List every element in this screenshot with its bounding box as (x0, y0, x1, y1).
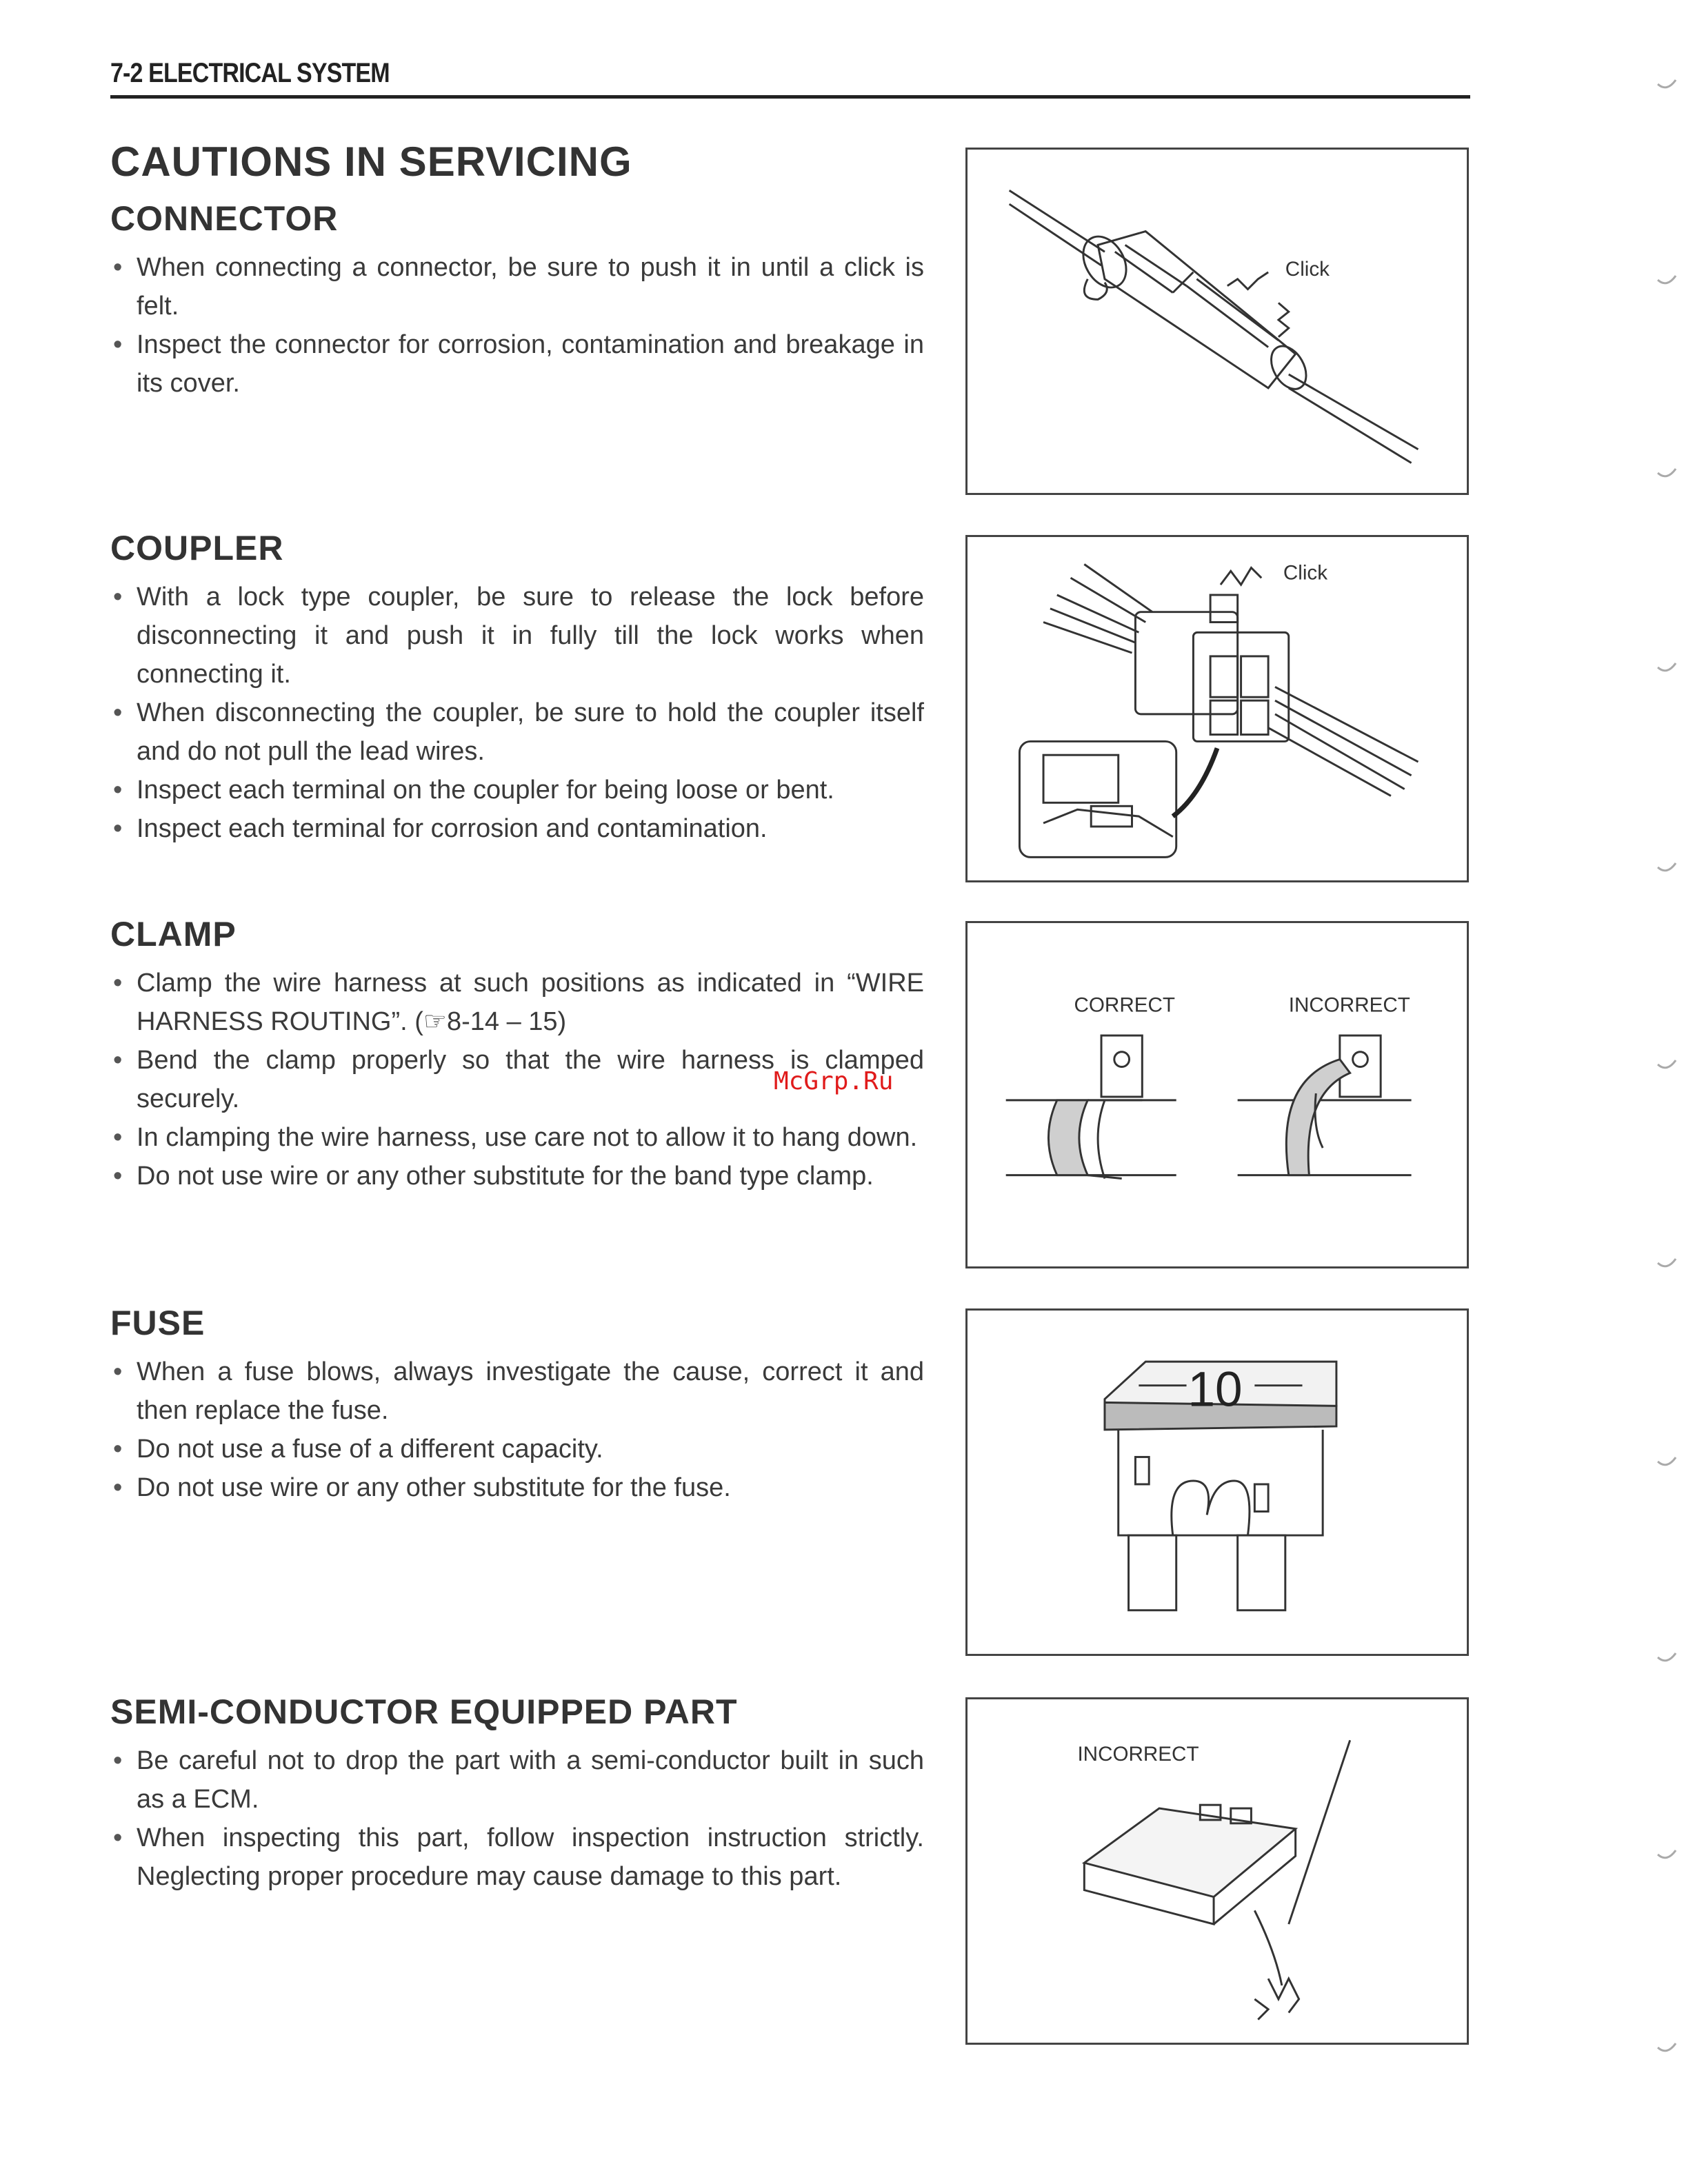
edge-mark (1656, 77, 1677, 91)
bullet-item: • Clamp the wire harness at such positions as indicated in “WIRE HARNESS ROUTING”. (☞8-14 – 15) (110, 964, 924, 1041)
bullet-item: • Inspect each terminal for corrosion and contamination. (110, 809, 924, 848)
incorrect-label: INCORRECT (1077, 1742, 1199, 1766)
clamp-illustration (968, 923, 1467, 1266)
bullet-item: • With a lock type coupler, be sure to release the lock before disconnecting it and push it in fully till the lock works when connecting it. (110, 578, 924, 694)
bullet-list (110, 248, 924, 403)
edge-mark (1656, 1848, 1677, 1861)
bullet-item: • When inspecting this part, follow inspection instruction strictly. Neglecting proper procedure may cause damage to this part. (110, 1819, 924, 1896)
edge-mark (1656, 1256, 1677, 1270)
bullet-item: • Do not use a fuse of a different capacity. (110, 1430, 924, 1468)
section-fuse (110, 1303, 924, 1507)
page-title: CAUTIONS IN SERVICING (110, 139, 632, 185)
edge-mark (1656, 1650, 1677, 1664)
edge-mark (1656, 466, 1677, 480)
bullet-list (110, 1353, 924, 1507)
section-clamp (110, 914, 924, 1195)
section-connector (110, 199, 924, 403)
page-header-label: 7-2 ELECTRICAL SYSTEM (110, 58, 390, 88)
bullet-item: • When connecting a connector, be sure to push it in until a click is felt. (110, 248, 924, 325)
click-label: Click (1285, 257, 1330, 281)
semiconductor-figure (965, 1697, 1469, 2045)
header-rule (110, 95, 1470, 99)
edge-mark (1656, 1455, 1677, 1468)
edge-mark (1656, 860, 1677, 874)
coupler-figure (965, 535, 1469, 882)
bullet-item: • When disconnecting the coupler, be sure to hold the coupler itself and do not pull the lead wires. (110, 694, 924, 771)
fuse-rating: 10 (1187, 1362, 1243, 1417)
clamp-figure (965, 921, 1469, 1268)
bullet-item: • Do not use wire or any other substitute for the fuse. (110, 1468, 924, 1507)
bullet-list (110, 578, 924, 848)
bullet-list (110, 1741, 924, 1896)
bullet-item: • Bend the clamp properly so that the wire harness is clamped securely. (110, 1041, 924, 1118)
edge-mark (1656, 273, 1677, 287)
edge-mark (1656, 1058, 1677, 1071)
section-heading: FUSE (110, 1304, 206, 1342)
bullet-item: • Be careful not to drop the part with a semi-conductor built in such as a ECM. (110, 1741, 924, 1819)
section-semiconductor (110, 1692, 924, 1896)
edge-mark (1656, 660, 1677, 674)
section-heading: COUPLER (110, 529, 284, 567)
incorrect-label: INCORRECT (1288, 993, 1410, 1017)
connector-illustration (968, 150, 1467, 493)
section-heading: SEMI-CONDUCTOR EQUIPPED PART (110, 1692, 738, 1731)
correct-clamp (1006, 1035, 1176, 1178)
correct-label: CORRECT (1074, 993, 1175, 1017)
edge-mark (1656, 2041, 1677, 2054)
bullet-item: • When a fuse blows, always investigate the cause, correct it and then replace the fuse. (110, 1353, 924, 1430)
bullet-item: • Inspect each terminal on the coupler for being loose or bent. (110, 771, 924, 809)
fuse-illustration (968, 1311, 1467, 1654)
fuse-figure (965, 1308, 1469, 1656)
section-heading: CLAMP (110, 915, 237, 953)
coupler-illustration (968, 537, 1467, 880)
section-heading: CONNECTOR (110, 199, 339, 238)
bullet-item: • Do not use wire or any other substitute for the band type clamp. (110, 1157, 924, 1195)
connector-figure (965, 148, 1469, 495)
watermark: McGrp.Ru (774, 1067, 894, 1095)
incorrect-clamp (1238, 1035, 1412, 1175)
ecm-illustration (968, 1699, 1467, 2043)
bullet-item: • Inspect the connector for corrosion, contamination and breakage in its cover. (110, 325, 924, 403)
section-coupler (110, 528, 924, 848)
click-label: Click (1283, 561, 1328, 585)
bullet-item: • In clamping the wire harness, use care not to allow it to hang down. (110, 1118, 924, 1157)
